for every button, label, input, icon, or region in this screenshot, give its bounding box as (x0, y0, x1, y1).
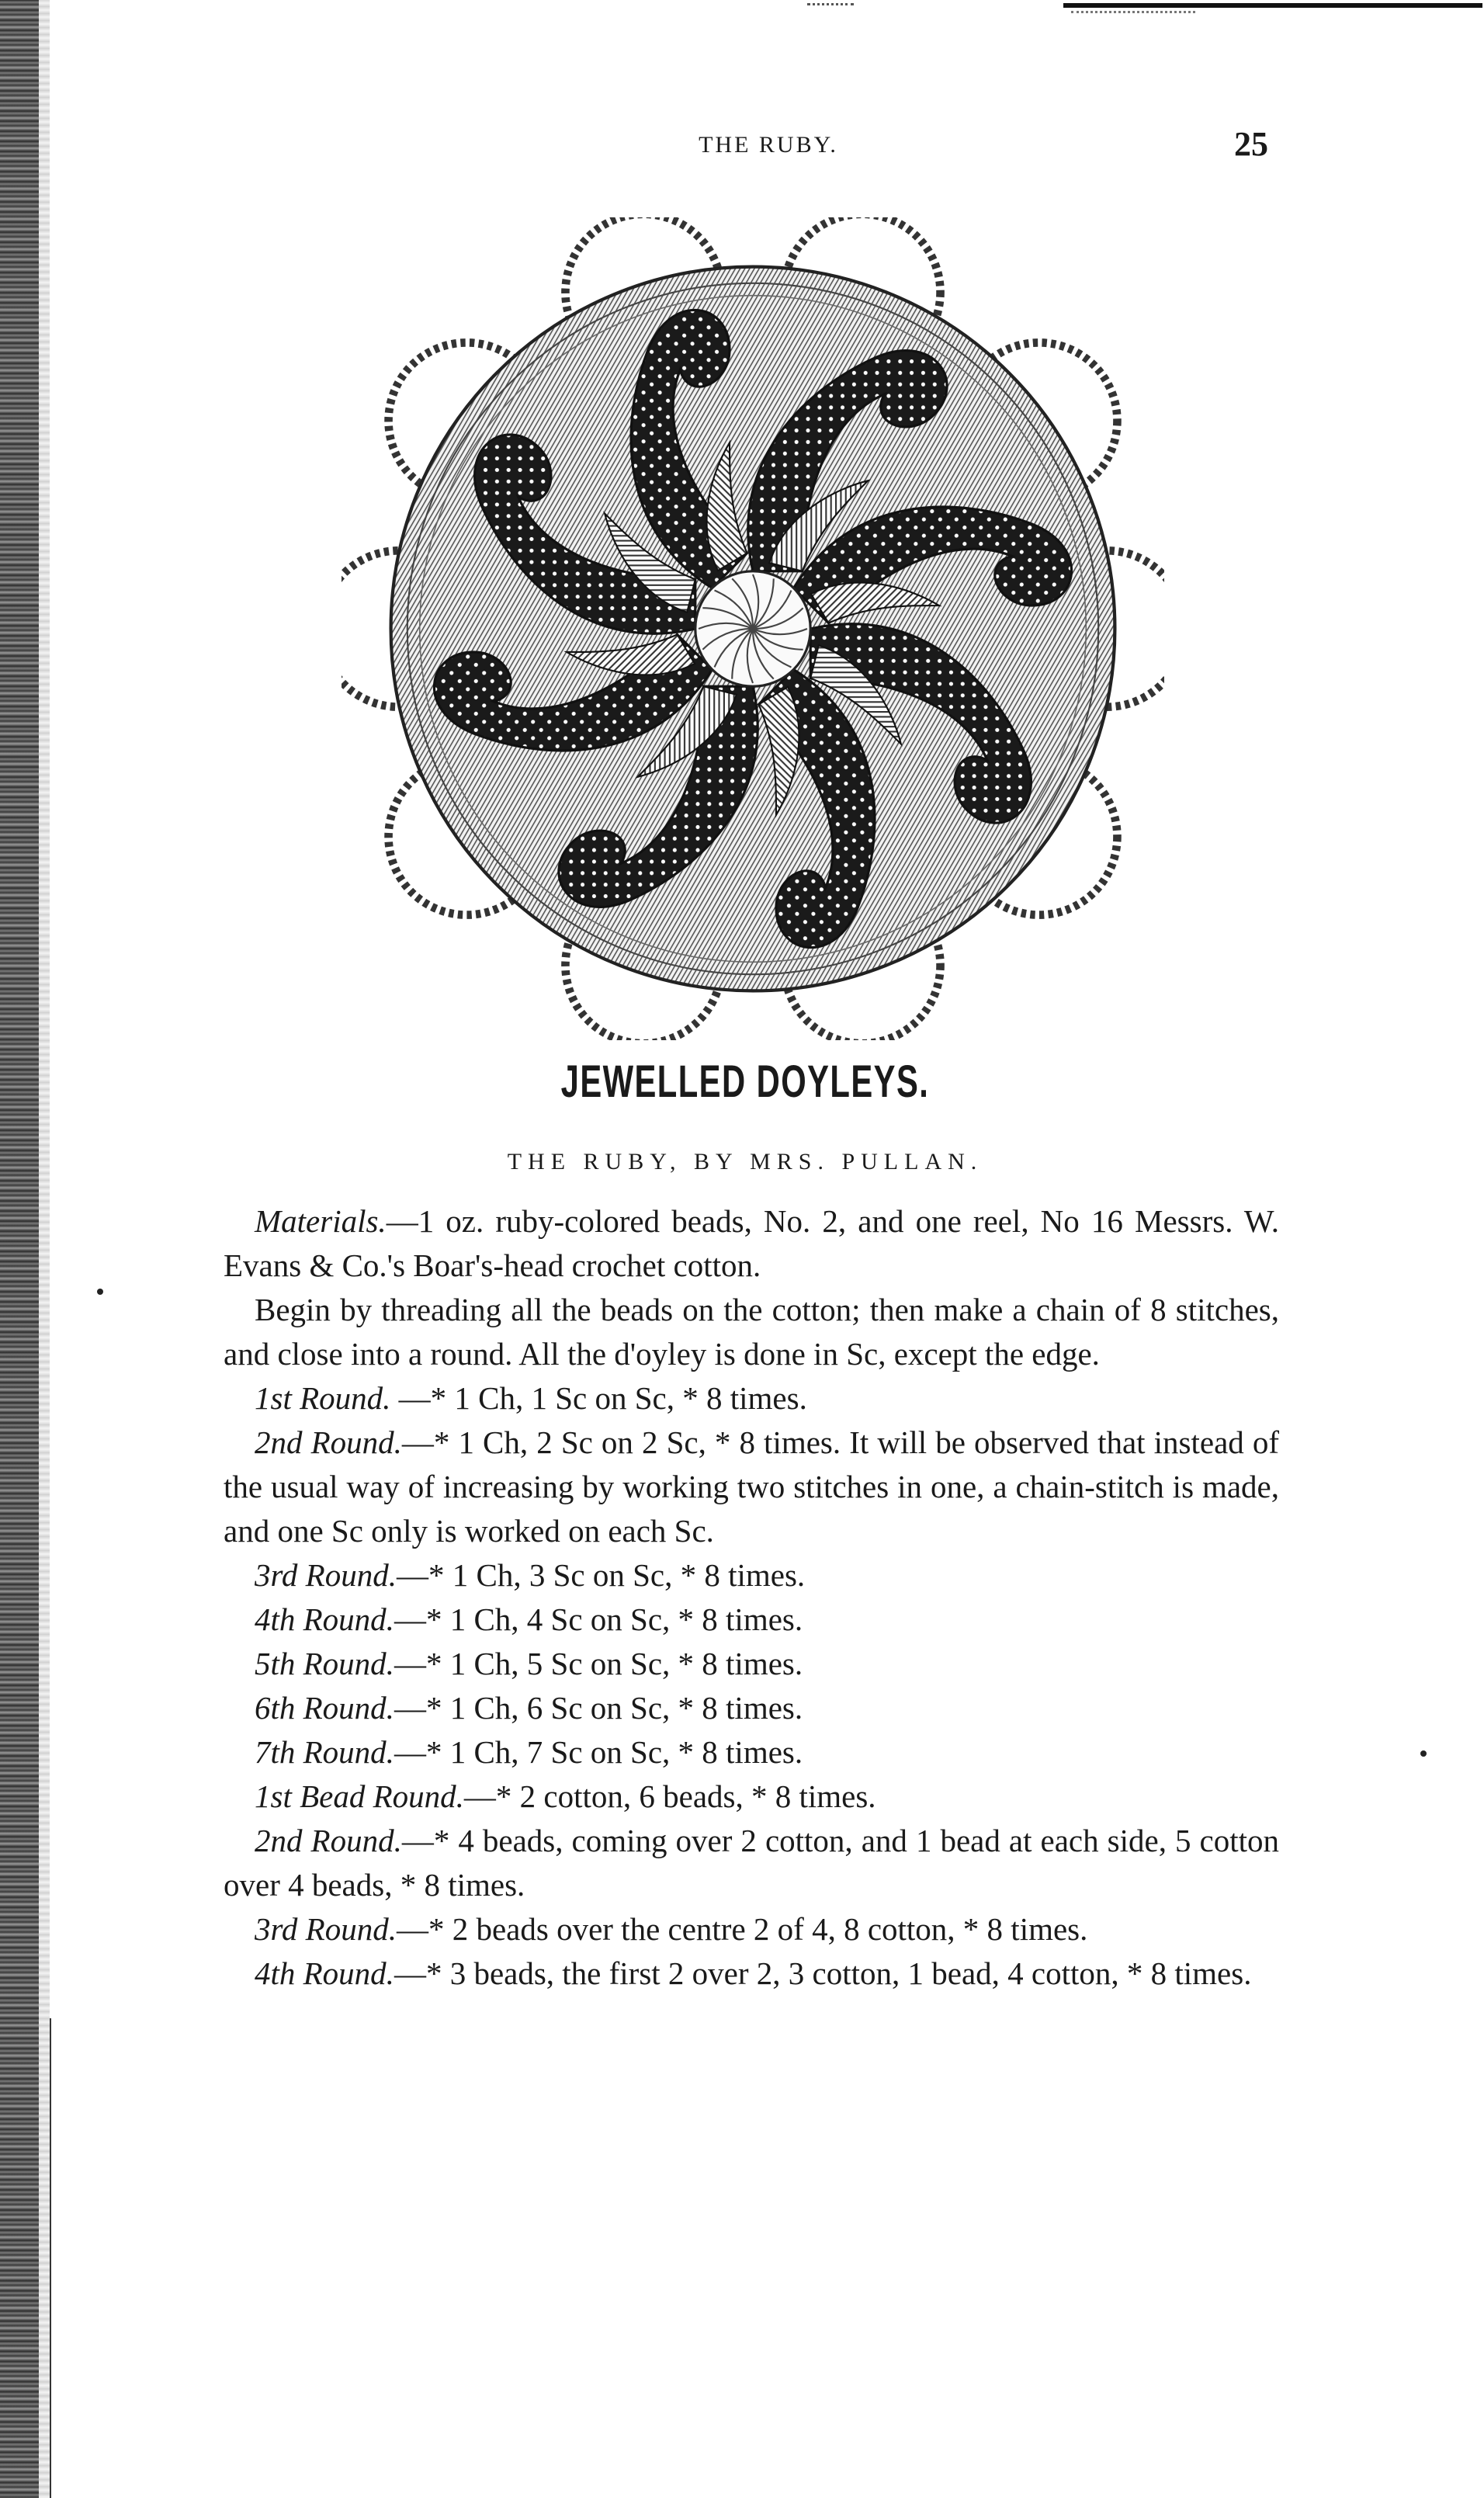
doyley-engraving (342, 217, 1164, 1040)
instruction-text: —* 1 Ch, 2 Sc on 2 Sc, * 8 times. It will be observed that instead of the usual way of increasing by working two stitches in one, a chain-stitch is made, and one Sc only is worked on each Sc. (224, 1424, 1280, 1549)
instruction-paragraph (224, 1553, 1279, 1598)
illustration-caption: JEWELLED DOYLEYS. (560, 1056, 930, 1107)
book-spine-edge (0, 0, 39, 2498)
round-label: 4th Round. (255, 1955, 394, 1991)
page-number: 25 (1234, 125, 1268, 163)
instruction-paragraph (224, 1376, 1279, 1421)
round-label: 3rd Round. (255, 1911, 397, 1947)
instruction-paragraph (224, 1598, 1279, 1642)
instruction-text: —* 4 beads, coming over 2 cotton, and 1 bead at each side, 5 cotton over 4 beads, * 8 times. (224, 1823, 1279, 1903)
round-label: 6th Round. (255, 1690, 394, 1726)
round-label: 5th Round. (255, 1646, 394, 1681)
instruction-text: —* 1 Ch, 3 Sc on Sc, * 8 times. (396, 1557, 806, 1593)
round-label: 4th Round. (255, 1601, 394, 1637)
instruction-paragraph (224, 1421, 1279, 1553)
instruction-paragraph (224, 1907, 1279, 1952)
instruction-paragraph (224, 1642, 1279, 1686)
round-label: 7th Round. (255, 1734, 394, 1770)
page-gutter (39, 0, 50, 2498)
instruction-paragraph (224, 1952, 1279, 1996)
instruction-paragraph (224, 1686, 1279, 1730)
instruction-paragraph (224, 1775, 1279, 1819)
instruction-text: —* 2 beads over the centre 2 of 4, 8 cotton, * 8 times. (396, 1911, 1088, 1947)
instruction-text: Begin by threading all the beads on the cotton; then make a chain of 8 stitches, and close into a round. All the d'oyley is done in Sc, except the edge. (224, 1292, 1279, 1372)
round-label: Materials. (255, 1203, 387, 1239)
doyley-illustration (342, 217, 1164, 1040)
article-subtitle: THE RUBY, BY MRS. PULLAN. (507, 1149, 983, 1174)
round-label: 1st Bead Round. (255, 1778, 464, 1814)
top-speck (807, 3, 854, 5)
round-label: 3rd Round. (255, 1557, 397, 1593)
running-title: THE RUBY. (699, 132, 838, 158)
instruction-text: —* 1 Ch, 4 Sc on Sc, * 8 times. (394, 1601, 803, 1637)
top-rule (1063, 3, 1482, 8)
instruction-text: —* 1 Ch, 7 Sc on Sc, * 8 times. (394, 1734, 803, 1770)
instruction-text: —1 oz. ruby-colored beads, No. 2, and one reel, No 16 Messrs. W. Evans & Co.'s Boar's-head crochet cotton. (224, 1203, 1279, 1283)
instruction-paragraph (224, 1819, 1279, 1907)
round-label: 2nd Round. (255, 1424, 402, 1460)
stray-mark (1420, 1750, 1427, 1757)
instruction-text: —* 3 beads, the first 2 over 2, 3 cotton, 1 bead, 4 cotton, * 8 times. (394, 1955, 1252, 1991)
instruction-paragraph (224, 1199, 1279, 1288)
stray-mark (97, 1289, 103, 1295)
instruction-paragraph (224, 1730, 1279, 1775)
article-body (224, 1199, 1279, 1996)
page-edge-line (50, 2018, 51, 2498)
instruction-text: —* 2 cotton, 6 beads, * 8 times. (463, 1778, 876, 1814)
round-label: 2nd Round. (255, 1823, 402, 1858)
instruction-paragraph (224, 1288, 1279, 1376)
top-speck (1071, 11, 1195, 13)
instruction-text: —* 1 Ch, 5 Sc on Sc, * 8 times. (394, 1646, 803, 1681)
instruction-text: —* 1 Ch, 6 Sc on Sc, * 8 times. (394, 1690, 803, 1726)
round-label: 1st Round. (255, 1380, 391, 1416)
instruction-text: —* 1 Ch, 1 Sc on Sc, * 8 times. (390, 1380, 807, 1416)
